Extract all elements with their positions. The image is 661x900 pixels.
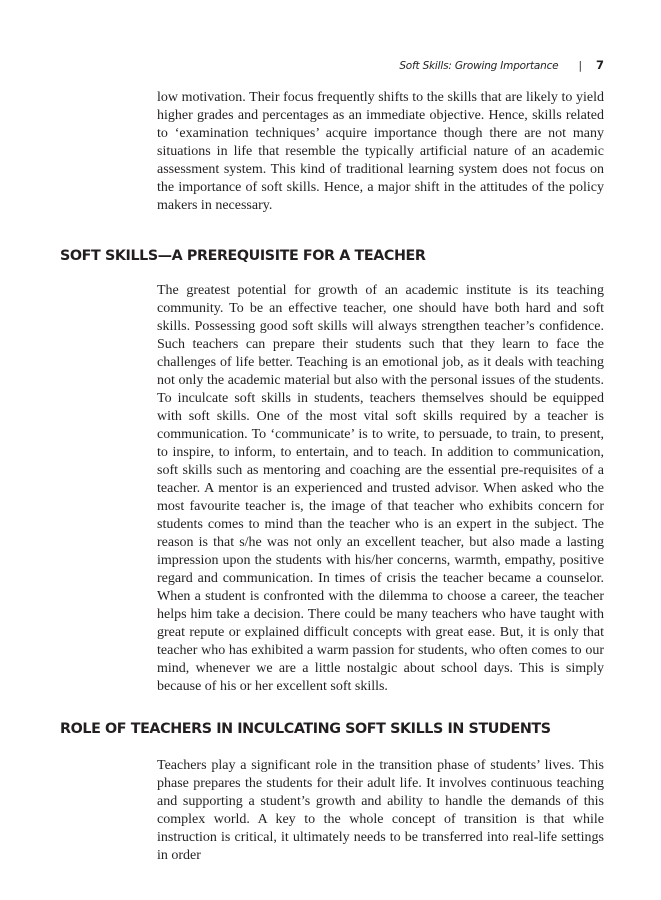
running-head-separator: | <box>578 60 582 72</box>
teacher-paragraph: The greatest potential for growth of an academic institute is its teaching community. To be an effective teacher, one should have both hard and soft skills. Possessing good soft skills will always strengthen teacher’s confidence. Such teachers can prepare their students such that they learn to face the challenges of life better. Teaching is an emotional job, as it deals with teaching not only the academic material but also with the personal issues of the students. To inculcate soft skills in students, teachers themselves should be equipped with soft skills. One of the most vital soft skills required by a teacher is communication. To ‘communicate’ is to write, to persuade, to train, to present, to inspire, to inform, to entertain, and to teach. In addition to communication, soft skills such as mentoring and coaching are the essential pre-requisites of a teacher. A mentor is an experienced and trusted advisor. When asked who the most favourite teacher is, the image of that teacher who exhibits concern for students comes to mind than the teacher who is an expert in the subject. The reason is that s/he was not only an excellent teacher, but also made a lasting impression upon the students with his/her concerns, warmth, empathy, positive regard and communication. In times of crisis the teacher became a counselor. When a student is confronted with the dilemma to choose a career, the teacher helps him take a decision. There could be many teachers who have taught with great repute or explained difficult concepts with great ease. But, it is only that teacher who has exhibited a warm passion for students, who often comes to our mind, whenever we are a little nostalgic about school days. This is simply because of his or her excellent soft skills. <box>157 283 604 694</box>
page-number: 7 <box>595 58 604 72</box>
running-head <box>0 58 604 73</box>
role-paragraph: Teachers play a significant role in the transition phase of students’ lives. This phase prepares the students for their adult life. It involves continuous teaching and supporting a student’s growth and ability to handle the demands of this complex world. A key to the whole concept of transition is that while instruction is critical, it ultimately needs to be transferred into real-life settings in order <box>157 758 604 863</box>
intro-paragraph: low motivation. Their focus frequently shifts to the skills that are likely to yield higher grades and percentages as an immediate objective. Hence, skills related to ‘examination techniques’ acquire importance though there are not many situations in life that resemble the typically artificial nature of an academic assessment system. This kind of traditional learning system does not focus on the importance of soft skills. Hence, a major shift in the attitudes of the policy makers in necessary. <box>157 90 604 213</box>
section-heading-role: ROLE OF TEACHERS IN INCULCATING SOFT SKILLS IN STUDENTS <box>60 721 551 737</box>
running-head-title: Soft Skills: Growing Importance <box>399 60 559 72</box>
section-heading-teacher: SOFT SKILLS—A PREREQUISITE FOR A TEACHER <box>60 248 426 264</box>
